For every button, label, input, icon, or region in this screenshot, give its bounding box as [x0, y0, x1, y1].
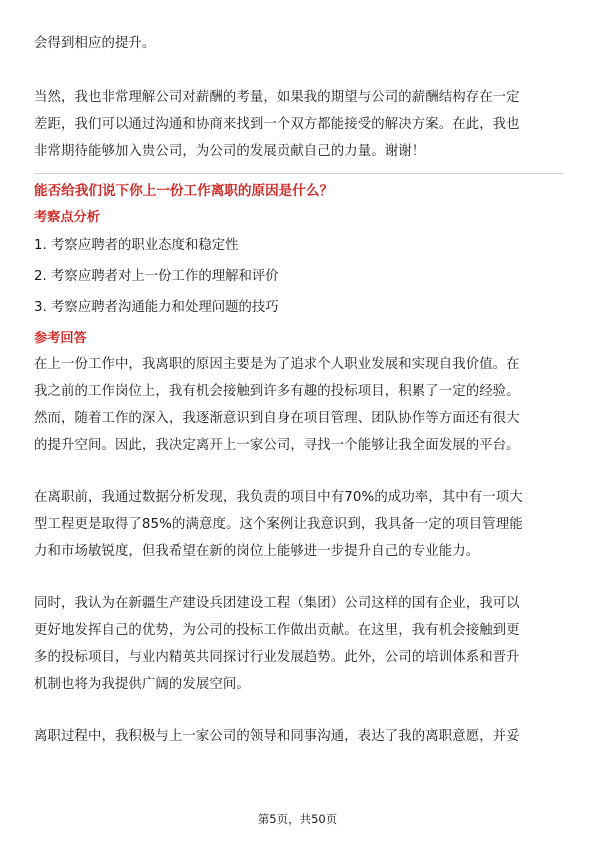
- answer-paragraph-2: [34, 484, 564, 565]
- text-line: 多的投标项目，与业内精英共同探讨行业发展趋势。此外，公司的培训体系和晋升: [34, 650, 520, 665]
- document-page: [34, 30, 564, 750]
- text-line: 非常期待能够加入贵公司，为公司的发展贡献自己的力量。谢谢！: [34, 144, 426, 159]
- answer-paragraph-1: [34, 351, 564, 459]
- text-line: 在离职前，我通过数据分析发现，我负责的项目中有70%的成功率，其中有一项大: [34, 490, 523, 505]
- salary-paragraph: [34, 84, 564, 165]
- text-line: 在上一份工作中，我离职的原因主要是为了追求个人职业发展和实现自我价值。在: [34, 357, 520, 372]
- text-line: 力和市场敏锐度，但我希望在新的岗位上能够进一步提升自己的专业能力。: [34, 544, 480, 559]
- section-divider: [34, 173, 564, 174]
- list-item: 3. 考察应聘者沟通能力和处理问题的技巧: [34, 300, 279, 315]
- text-line: 会得到相应的提升。: [34, 36, 156, 51]
- text-line: 的提升空间。因此，我决定离开上一家公司，寻找一个能够让我全面发展的平台。: [34, 438, 520, 453]
- answer-title: 参考回答: [34, 331, 87, 346]
- text-line: 然而，随着工作的深入，我逐渐意识到自身在项目管理、团队协作等方面还有很大: [34, 411, 520, 426]
- text-line: 离职过程中，我积极与上一家公司的领导和同事沟通，表达了我的离职意愿，并妥: [34, 729, 520, 744]
- text-line: 我之前的工作岗位上，我有机会接触到许多有趣的投标项目，积累了一定的经验。: [34, 384, 520, 399]
- question-heading: 能否给我们说下你上一份工作离职的原因是什么？: [34, 183, 334, 199]
- list-item: 2. 考察应聘者对上一份工作的理解和评价: [34, 269, 279, 284]
- list-item: 1. 考察应聘者的职业态度和稳定性: [34, 238, 239, 253]
- answer-paragraph-4: [34, 723, 564, 750]
- analysis-list: [34, 230, 564, 323]
- intro-paragraph: [34, 30, 564, 57]
- text-line: 当然，我也非常理解公司对薪酬的考量，如果我的期望与公司的薪酬结构存在一定: [34, 90, 520, 105]
- text-line: 差距，我们可以通过沟通和协商来找到一个双方都能接受的解决方案。在此，我也: [34, 117, 520, 132]
- text-line: 机制也将为我提供广阔的发展空间。: [34, 677, 250, 692]
- text-line: 更好地发挥自己的优势，为公司的投标工作做出贡献。在这里，我有机会接触到更: [34, 623, 520, 638]
- text-line: 同时，我认为在新疆生产建设兵团建设工程（集团）公司这样的国有企业，我可以: [34, 596, 520, 611]
- analysis-title: 考察点分析: [34, 210, 100, 225]
- page-number: 第5页，共50页: [257, 812, 338, 826]
- text-line: 型工程更是取得了85%的满意度。这个案例让我意识到，我具备一定的项目管理能: [34, 517, 523, 532]
- answer-paragraph-3: [34, 590, 564, 698]
